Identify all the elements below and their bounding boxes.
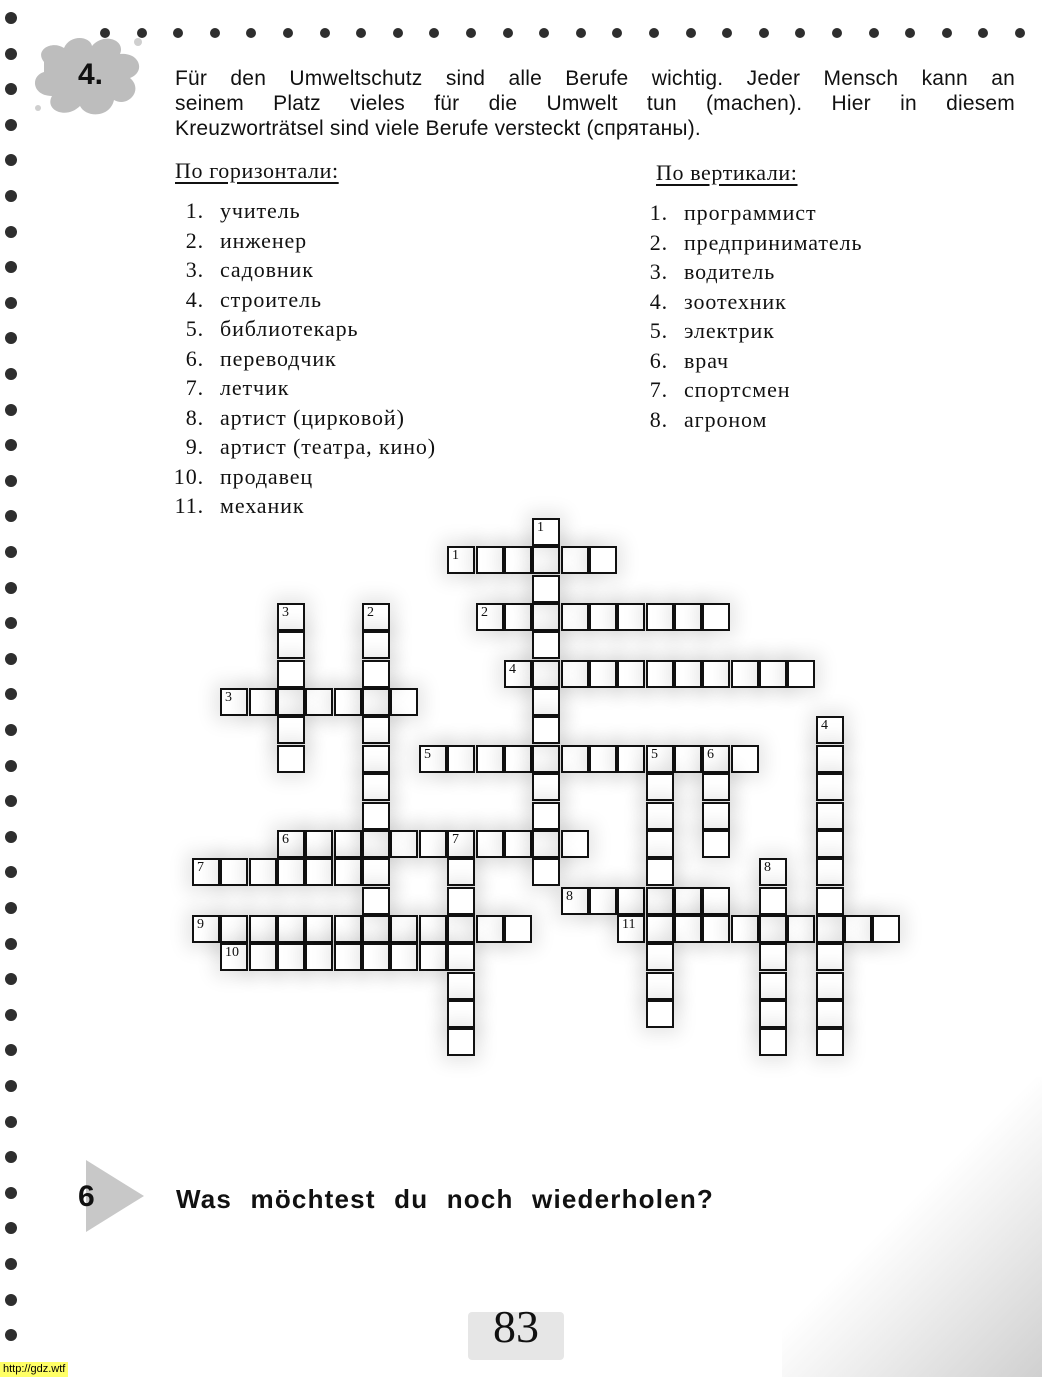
clue-word: артист (театра, кино) [220,434,437,459]
cell-number-across: 10 [225,945,239,960]
crossword-cell[interactable] [561,745,589,773]
crossword-cell[interactable] [305,915,333,943]
intro-line: Kreuzworträtsel sind viele Berufe versteckt (спрятаны). [175,117,701,140]
crossword-cell[interactable] [759,1028,787,1056]
clue-word: летчик [220,375,290,400]
crossword-cell[interactable] [192,858,220,886]
crossword-cell[interactable] [589,660,617,688]
crossword-cell[interactable] [759,887,787,915]
crossword-cell[interactable] [220,915,248,943]
crossword-cell[interactable] [816,887,844,915]
crossword-cell[interactable] [277,660,305,688]
horizontal-heading: По горизонтали: [175,158,339,183]
crossword-cell[interactable] [674,603,702,631]
clue-word: артист (цирковой) [220,404,405,430]
crossword-cell[interactable] [759,1000,787,1028]
cell-number-down: 4 [821,718,828,733]
crossword-cell[interactable] [532,546,560,574]
crossword-cell[interactable] [249,915,277,943]
crossword-cell[interactable] [334,943,362,971]
crossword-cell[interactable] [390,688,418,716]
crossword-cell[interactable] [362,802,390,830]
clue-number: 10. [173,463,204,489]
crossword-cell[interactable] [532,660,560,688]
crossword-cell[interactable] [220,943,248,971]
crossword-cell[interactable] [476,745,504,773]
cell-number-across: 7 [197,860,204,875]
vertical-heading: По вертикали: [656,160,798,185]
crossword-cell[interactable] [504,546,532,574]
clue-number: 8. [649,406,668,432]
crossword-cell[interactable] [447,830,475,858]
crossword-cell[interactable] [589,887,617,915]
crossword-cell[interactable] [561,660,589,688]
crossword-cell[interactable] [787,660,815,688]
crossword-cell[interactable] [816,943,844,971]
crossword-cell[interactable] [532,830,560,858]
crossword-cell[interactable] [674,915,702,943]
crossword-cell[interactable] [390,943,418,971]
clue-number: 1. [185,198,204,223]
crossword-cell[interactable] [249,858,277,886]
crossword-cell[interactable] [277,915,305,943]
clue-number: 3. [649,259,668,284]
crossword-cell[interactable] [362,858,390,886]
crossword-cell[interactable] [646,972,674,1000]
crossword-cell[interactable] [447,1028,475,1056]
crossword-cell[interactable] [816,858,844,886]
crossword-cell[interactable] [334,830,362,858]
crossword-cell[interactable] [447,943,475,971]
cell-number-across: 6 [282,832,289,847]
crossword-cell[interactable] [305,943,333,971]
crossword-cell[interactable] [362,915,390,943]
crossword-cell[interactable] [277,688,305,716]
cell-number-across: 3 [225,690,232,705]
clue-word: библиотекарь [220,316,359,341]
crossword-cell[interactable] [561,546,589,574]
crossword-cell[interactable] [646,858,674,886]
clue-number: 11. [174,493,204,518]
crossword-cell[interactable] [561,830,589,858]
crossword-cell[interactable] [731,745,759,773]
crossword-cell[interactable] [532,802,560,830]
crossword-cell[interactable] [362,716,390,744]
clue-word: водитель [684,259,776,284]
crossword-cell[interactable] [702,745,730,773]
crossword-cell[interactable] [674,745,702,773]
crossword-cell[interactable] [277,745,305,773]
crossword-cell[interactable] [277,830,305,858]
crossword-cell[interactable] [731,915,759,943]
cell-number-across: 5 [424,747,431,762]
cell-number-across: 11 [622,917,636,932]
crossword-cell[interactable] [702,830,730,858]
crossword-cell[interactable] [816,745,844,773]
clue-number: 6. [649,347,668,373]
crossword-cell[interactable] [787,915,815,943]
clue-number: 9. [185,434,204,459]
crossword-cell[interactable] [362,830,390,858]
crossword-cell[interactable] [476,546,504,574]
crossword-cell[interactable] [504,660,532,688]
crossword-cell[interactable] [617,745,645,773]
crossword-cell[interactable] [646,887,674,915]
clue-number: 2. [185,227,204,253]
crossword-cell[interactable] [816,773,844,801]
crossword-cell[interactable] [532,518,560,546]
crossword-cell[interactable] [504,603,532,631]
clue-word: агроном [684,406,768,432]
clue-word: программист [684,200,817,225]
crossword-cell[interactable] [334,915,362,943]
crossword-cell[interactable] [277,858,305,886]
crossword-cell[interactable] [759,915,787,943]
intro-line: Für den Umweltschutz sind alle Berufe wichtig. Jeder Mensch kann an [175,67,1015,90]
crossword-cell[interactable] [504,745,532,773]
crossword-cell[interactable] [674,887,702,915]
crossword-cell[interactable] [617,603,645,631]
review-number: 6 [78,1180,95,1213]
section-marker-icon [86,1160,144,1232]
crossword-cell[interactable] [816,1000,844,1028]
crossword-cell[interactable] [362,603,390,631]
crossword-cell[interactable] [277,943,305,971]
cell-number-across: 9 [197,917,204,932]
crossword-cell[interactable] [476,830,504,858]
crossword-cell[interactable] [277,716,305,744]
crossword-cell[interactable] [220,688,248,716]
page-number: 83 [493,1301,539,1352]
crossword-cell[interactable] [702,887,730,915]
crossword-cell[interactable] [759,972,787,1000]
crossword-cell[interactable] [617,915,645,943]
crossword-cell[interactable] [532,773,560,801]
crossword-cell[interactable] [674,660,702,688]
review-heading: Was möchtest du noch wiederholen? [176,1184,715,1214]
crossword-cell[interactable] [447,1000,475,1028]
crossword-cell[interactable] [617,660,645,688]
crossword-cell[interactable] [561,603,589,631]
crossword-cell[interactable] [646,830,674,858]
clue-word: предприниматель [684,229,863,255]
clue-word: спортсмен [684,377,791,402]
crossword-cell[interactable] [532,631,560,659]
crossword-cell[interactable] [419,915,447,943]
crossword-cell[interactable] [702,603,730,631]
crossword-cell[interactable] [872,915,900,943]
crossword-cell[interactable] [334,688,362,716]
crossword-cell[interactable] [419,943,447,971]
crossword-cell[interactable] [702,802,730,830]
clue-number: 7. [649,377,668,402]
cell-number-down: 6 [707,747,714,762]
clue-number: 7. [185,375,204,400]
crossword-cell[interactable] [816,972,844,1000]
clue-word: инженер [220,227,308,253]
clue-number: 6. [185,345,204,371]
crossword-cell[interactable] [362,745,390,773]
crossword-cell[interactable] [589,603,617,631]
crossword-cell[interactable] [646,915,674,943]
crossword-cell[interactable] [249,688,277,716]
cell-number-down: 5 [651,747,658,762]
crossword-cell[interactable] [731,660,759,688]
clue-word: учитель [220,198,301,223]
cell-number-down: 2 [367,605,374,620]
crossword-cell[interactable] [589,546,617,574]
crossword-cell[interactable] [362,943,390,971]
crossword-cell[interactable] [532,716,560,744]
crossword-cell[interactable] [447,887,475,915]
crossword-cell[interactable] [305,830,333,858]
clue-number: 5. [649,318,668,343]
clue-word: продавец [220,463,314,489]
crossword-cell[interactable] [617,887,645,915]
cell-number-across: 2 [481,605,488,620]
crossword-cell[interactable] [476,915,504,943]
crossword-cell[interactable] [249,943,277,971]
crossword-cell[interactable] [476,603,504,631]
crossword-cell[interactable] [504,830,532,858]
crossword-cell[interactable] [277,631,305,659]
crossword-cell[interactable] [646,660,674,688]
crossword-cell[interactable] [532,603,560,631]
crossword-cell[interactable] [504,915,532,943]
clue-word: садовник [220,257,314,282]
crossword-cell[interactable] [816,716,844,744]
crossword-cell[interactable] [646,1000,674,1028]
crossword-cell[interactable] [532,688,560,716]
crossword-cell[interactable] [646,603,674,631]
cell-number-down: 1 [537,520,544,535]
crossword-cell[interactable] [362,688,390,716]
crossword-cell[interactable] [447,915,475,943]
cell-number-across: 4 [509,662,516,677]
clue-number: 4. [185,286,204,312]
crossword-cell[interactable] [447,745,475,773]
crossword-cell[interactable] [646,802,674,830]
crossword-cell[interactable] [759,858,787,886]
clue-word: электрик [684,318,775,343]
clue-word: врач [684,347,729,373]
clue-number: 2. [649,229,668,255]
page-corner-shadow [782,1077,1042,1377]
crossword-cell[interactable] [759,943,787,971]
crossword-cell[interactable] [419,745,447,773]
cell-number-down: 8 [764,860,771,875]
crossword-cell[interactable] [362,631,390,659]
clue-number: 1. [649,200,668,225]
crossword-cell[interactable] [844,915,872,943]
crossword-cell[interactable] [220,858,248,886]
crossword-cell[interactable] [702,915,730,943]
crossword-cell[interactable] [702,773,730,801]
crossword-cell[interactable] [447,546,475,574]
clue-word: строитель [220,286,322,312]
cell-number-down: 7 [452,832,459,847]
crossword-cell[interactable] [702,660,730,688]
crossword-cell[interactable] [532,858,560,886]
crossword-cell[interactable] [362,773,390,801]
cell-number-down: 3 [282,605,289,620]
crossword-cell[interactable] [192,915,220,943]
source-link[interactable]: http://gdz.wtf [0,1362,68,1377]
clue-word: переводчик [220,345,337,371]
crossword-cell[interactable] [816,830,844,858]
crossword-cell[interactable] [532,745,560,773]
crossword-cell[interactable] [816,802,844,830]
crossword-cell[interactable] [390,830,418,858]
cell-number-across: 1 [452,548,459,563]
crossword-cell[interactable] [561,887,589,915]
clue-word: зоотехник [684,288,787,314]
crossword-cell[interactable] [532,575,560,603]
crossword-cell[interactable] [816,1028,844,1056]
crossword-cell[interactable] [390,915,418,943]
crossword-cell[interactable] [816,915,844,943]
crossword-cell[interactable] [759,660,787,688]
exercise-number: 4. [78,58,104,91]
crossword-cell[interactable] [362,887,390,915]
cell-number-across: 8 [566,889,573,904]
clue-number: 5. [185,316,204,341]
crossword-cell[interactable] [362,660,390,688]
crossword-cell[interactable] [334,858,362,886]
crossword-cell[interactable] [305,688,333,716]
clue-number: 3. [185,257,204,282]
clue-number: 8. [185,404,204,430]
crossword-cell[interactable] [646,943,674,971]
clue-word: механик [220,493,305,518]
crossword-cell[interactable] [277,603,305,631]
crossword-cell[interactable] [646,773,674,801]
crossword-cell[interactable] [447,858,475,886]
crossword-cell[interactable] [447,972,475,1000]
crossword-cell[interactable] [305,858,333,886]
intro-line: seinem Platz vieles für die Umwelt tun (machen). Hier in diesem [175,92,1015,115]
crossword-cell[interactable] [419,830,447,858]
clue-number: 4. [649,288,668,314]
crossword-cell[interactable] [589,745,617,773]
crossword-cell[interactable] [646,745,674,773]
